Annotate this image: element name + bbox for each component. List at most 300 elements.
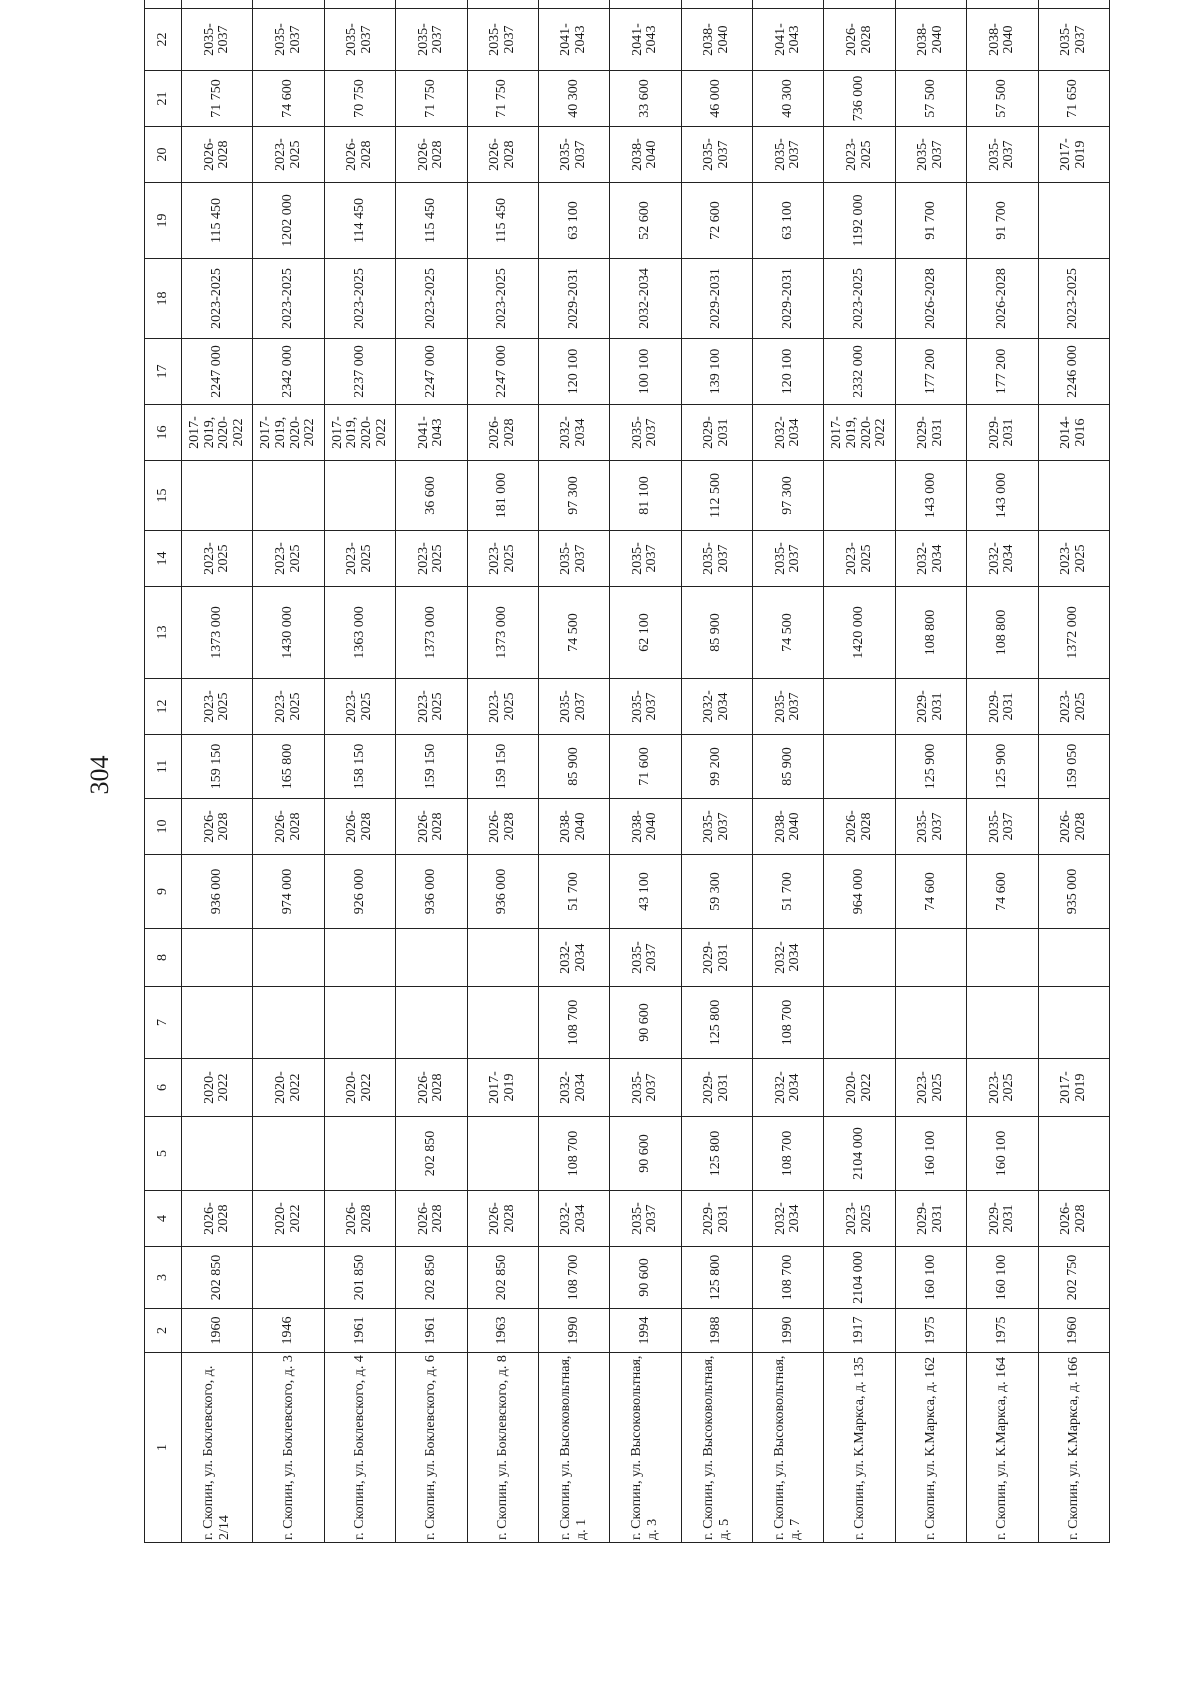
- table-cell-col-3: 2104 000: [824, 1247, 895, 1309]
- table-cell-col-21: 57 500: [967, 71, 1038, 127]
- table-cell-col-22: 2038-2040: [681, 9, 752, 71]
- table-cell-col-15: 143 000: [895, 461, 966, 531]
- table-cell-col-5: [324, 1117, 395, 1191]
- table-cell-col-6: 2020-2022: [182, 1059, 253, 1117]
- table-cell-col-9: 51 700: [538, 855, 609, 929]
- table-cell-col-13: 108 800: [967, 587, 1038, 679]
- table-cell-col-17: 2342 000: [253, 339, 324, 405]
- column-header-3: 3: [145, 1247, 182, 1309]
- table-cell-col-23: [895, 0, 966, 9]
- table-row: [1038, 0, 1110, 1543]
- table-cell-col-12: 2023-2025: [182, 679, 253, 735]
- table-cell-col-20: 2017-2019: [1038, 127, 1110, 183]
- column-header-13: 13: [145, 587, 182, 679]
- table-row: [895, 0, 966, 1543]
- table-cell-col-6: 2029-2031: [681, 1059, 752, 1117]
- table-cell-col-13: 1430 000: [253, 587, 324, 679]
- table-cell-col-9: 51 700: [753, 855, 824, 929]
- table-cell-col-12: 2023-2025: [253, 679, 324, 735]
- table-cell-col-20: 2035-2037: [681, 127, 752, 183]
- table-cell-col-8: [324, 929, 395, 987]
- table-cell-col-15: [324, 461, 395, 531]
- table-cell-col-13: 1363 000: [324, 587, 395, 679]
- table-cell-col-21: 57 500: [895, 71, 966, 127]
- table-cell-col-11: 125 900: [967, 735, 1038, 799]
- table-cell-col-20: 2035-2037: [538, 127, 609, 183]
- column-header-12: 12: [145, 679, 182, 735]
- table-cell-col-12: 2035-2037: [538, 679, 609, 735]
- table-cell-col-5: 108 700: [538, 1117, 609, 1191]
- table-cell-col-15: [824, 461, 895, 531]
- table-cell-col-17: 177 200: [895, 339, 966, 405]
- table-cell-col-22: 2038-2040: [895, 9, 966, 71]
- table-cell-col-22: 2035-2037: [253, 9, 324, 71]
- table-cell-col-2: 1990: [538, 1309, 609, 1353]
- table-cell-col-4: 2032-2034: [538, 1191, 609, 1247]
- table-cell-col-15: 36 600: [396, 461, 467, 531]
- table-cell-col-13: 1373 000: [467, 587, 538, 679]
- table-cell-col-18: 2026-2028: [967, 259, 1038, 339]
- table-cell-col-21: 71 750: [467, 71, 538, 127]
- table-cell-col-3: 160 100: [895, 1247, 966, 1309]
- table-cell-col-16: 2017-2019, 2020-2022: [824, 405, 895, 461]
- table-cell-col-14: 2023-2025: [467, 531, 538, 587]
- address-cell: г. Скопин, ул. Высоковольтная, д. 3: [610, 1353, 681, 1543]
- column-header-4: 4: [145, 1191, 182, 1247]
- table-cell-col-10: 2026-2028: [467, 799, 538, 855]
- table-cell-col-13: 1373 000: [182, 587, 253, 679]
- table-cell-col-22: 2041-2043: [538, 9, 609, 71]
- column-header-6: 6: [145, 1059, 182, 1117]
- table-cell-col-13: 1420 000: [824, 587, 895, 679]
- table-cell-col-23: [1038, 0, 1110, 9]
- table-cell-col-11: [824, 735, 895, 799]
- table-cell-col-21: 736 000: [824, 71, 895, 127]
- column-header-9: 9: [145, 855, 182, 929]
- table-cell-col-3: 125 800: [681, 1247, 752, 1309]
- table-cell-col-22: 2035-2037: [467, 9, 538, 71]
- table-row: [182, 0, 253, 1543]
- table-cell-col-20: 2023-2025: [824, 127, 895, 183]
- table-cell-col-3: 90 600: [610, 1247, 681, 1309]
- table-cell-col-22: 2041-2043: [753, 9, 824, 71]
- table-cell-col-19: 1192 000: [824, 183, 895, 259]
- table-cell-col-12: 2029-2031: [967, 679, 1038, 735]
- table-row: [824, 0, 895, 1543]
- table-cell-col-6: 2035-2037: [610, 1059, 681, 1117]
- table-cell-col-21: 40 300: [753, 71, 824, 127]
- column-header-18: 18: [145, 259, 182, 339]
- table-cell-col-17: 100 100: [610, 339, 681, 405]
- address-cell: г. Скопин, ул. Боклевского, д. 2/14: [182, 1353, 253, 1543]
- table-cell-col-18: 2023-2025: [824, 259, 895, 339]
- table-cell-col-6: 2032-2034: [753, 1059, 824, 1117]
- table-cell-col-14: 2035-2037: [753, 531, 824, 587]
- table-cell-col-23: [538, 0, 609, 9]
- table-cell-col-14: 2023-2025: [1038, 531, 1110, 587]
- table-cell-col-2: 1963: [467, 1309, 538, 1353]
- table-cell-col-3: 202 850: [467, 1247, 538, 1309]
- table-cell-col-19: 115 450: [396, 183, 467, 259]
- column-header-2: 2: [145, 1309, 182, 1353]
- table-cell-col-23: [182, 0, 253, 9]
- table-cell-col-15: 143 000: [967, 461, 1038, 531]
- table-cell-col-8: [895, 929, 966, 987]
- table-cell-col-19: 63 100: [753, 183, 824, 259]
- address-cell: г. Скопин, ул. К.Маркса, д. 164: [967, 1353, 1038, 1543]
- table-cell-col-19: 91 700: [895, 183, 966, 259]
- table-cell-col-16: 2029-2031: [681, 405, 752, 461]
- table-cell-col-11: 159 150: [182, 735, 253, 799]
- table-cell-col-6: 2017-2019: [467, 1059, 538, 1117]
- table-cell-col-10: 2038-2040: [753, 799, 824, 855]
- table-cell-col-23: [753, 0, 824, 9]
- column-header-23: [145, 0, 182, 9]
- table-cell-col-16: 2014-2016: [1038, 405, 1110, 461]
- table-row: [753, 0, 824, 1543]
- table-cell-col-21: 70 750: [324, 71, 395, 127]
- table-cell-col-15: 81 100: [610, 461, 681, 531]
- table-cell-col-21: 71 750: [182, 71, 253, 127]
- table-cell-col-17: 2247 000: [396, 339, 467, 405]
- address-cell: г. Скопин, ул. Высоковольтная, д. 5: [681, 1353, 752, 1543]
- table-cell-col-14: 2035-2037: [610, 531, 681, 587]
- table-cell-col-8: 2029-2031: [681, 929, 752, 987]
- table-cell-col-8: [967, 929, 1038, 987]
- column-header-15: 15: [145, 461, 182, 531]
- table-cell-col-23: [610, 0, 681, 9]
- table-cell-col-19: 1202 000: [253, 183, 324, 259]
- table-cell-col-21: 74 600: [253, 71, 324, 127]
- table-cell-col-14: 2032-2034: [967, 531, 1038, 587]
- table-cell-col-14: 2023-2025: [324, 531, 395, 587]
- table-cell-col-22: 2041-2043: [610, 9, 681, 71]
- table-cell-col-19: 72 600: [681, 183, 752, 259]
- table-cell-col-4: 2029-2031: [681, 1191, 752, 1247]
- table-cell-col-12: 2035-2037: [753, 679, 824, 735]
- table-cell-col-7: [467, 987, 538, 1059]
- table-cell-col-22: 2038-2040: [967, 9, 1038, 71]
- table-cell-col-7: [253, 987, 324, 1059]
- table-cell-col-9: 935 000: [1038, 855, 1110, 929]
- table-cell-col-10: 2026-2028: [1038, 799, 1110, 855]
- column-header-16: 16: [145, 405, 182, 461]
- table-cell-col-5: 90 600: [610, 1117, 681, 1191]
- address-cell: г. Скопин, ул. Боклевского, д. 6: [396, 1353, 467, 1543]
- table-cell-col-10: 2038-2040: [538, 799, 609, 855]
- table-cell-col-5: 160 100: [895, 1117, 966, 1191]
- table-cell-col-15: [1038, 461, 1110, 531]
- table-cell-col-14: 2023-2025: [824, 531, 895, 587]
- table-cell-col-17: 120 100: [538, 339, 609, 405]
- table-body: [182, 0, 1110, 1543]
- table-cell-col-5: [467, 1117, 538, 1191]
- table-cell-col-7: [396, 987, 467, 1059]
- table-row: [253, 0, 324, 1543]
- table-cell-col-14: 2032-2034: [895, 531, 966, 587]
- table-cell-col-22: 2035-2037: [1038, 9, 1110, 71]
- table-cell-col-7: [967, 987, 1038, 1059]
- table-cell-col-6: 2020-2022: [324, 1059, 395, 1117]
- table-row: [610, 0, 681, 1543]
- table-cell-col-12: 2023-2025: [324, 679, 395, 735]
- table-cell-col-14: 2035-2037: [538, 531, 609, 587]
- table-cell-col-13: 85 900: [681, 587, 752, 679]
- table-cell-col-8: 2035-2037: [610, 929, 681, 987]
- table-cell-col-11: 165 800: [253, 735, 324, 799]
- header-row: [145, 0, 182, 1543]
- table-row: [967, 0, 1038, 1543]
- table-cell-col-10: 2038-2040: [610, 799, 681, 855]
- table-cell-col-18: 2023-2025: [324, 259, 395, 339]
- table-cell-col-21: 33 600: [610, 71, 681, 127]
- table-cell-col-2: 1960: [182, 1309, 253, 1353]
- table-cell-col-11: 125 900: [895, 735, 966, 799]
- table-cell-col-17: 2247 000: [467, 339, 538, 405]
- table-cell-col-16: 2032-2034: [538, 405, 609, 461]
- table-cell-col-16: 2017-2019, 2020-2022: [253, 405, 324, 461]
- table-cell-col-3: 160 100: [967, 1247, 1038, 1309]
- table-cell-col-6: 2020-2022: [253, 1059, 324, 1117]
- table-cell-col-21: 46 000: [681, 71, 752, 127]
- table-cell-col-23: [467, 0, 538, 9]
- table-cell-col-4: 2029-2031: [895, 1191, 966, 1247]
- table-cell-col-20: 2035-2037: [967, 127, 1038, 183]
- table-cell-col-20: 2026-2028: [396, 127, 467, 183]
- table-cell-col-2: 1960: [1038, 1309, 1110, 1353]
- table-cell-col-22: 2035-2037: [324, 9, 395, 71]
- table-cell-col-15: 97 300: [538, 461, 609, 531]
- table-cell-col-16: 2029-2031: [895, 405, 966, 461]
- table-cell-col-2: 1990: [753, 1309, 824, 1353]
- table-cell-col-17: 2237 000: [324, 339, 395, 405]
- table-cell-col-23: [396, 0, 467, 9]
- address-cell: г. Скопин, ул. Боклевского, д. 3: [253, 1353, 324, 1543]
- table-cell-col-13: 1373 000: [396, 587, 467, 679]
- table-cell-col-6: 2023-2025: [895, 1059, 966, 1117]
- table-cell-col-11: 159 150: [467, 735, 538, 799]
- table-cell-col-17: 2246 000: [1038, 339, 1110, 405]
- table-cell-col-11: 85 900: [753, 735, 824, 799]
- table-cell-col-2: 1946: [253, 1309, 324, 1353]
- table-cell-col-20: 2035-2037: [895, 127, 966, 183]
- column-header-20: 20: [145, 127, 182, 183]
- table-cell-col-10: 2026-2028: [824, 799, 895, 855]
- table-cell-col-19: 114 450: [324, 183, 395, 259]
- table-cell-col-18: 2023-2025: [467, 259, 538, 339]
- table-cell-col-14: 2023-2025: [396, 531, 467, 587]
- table-cell-col-10: 2035-2037: [895, 799, 966, 855]
- table-cell-col-2: 1975: [967, 1309, 1038, 1353]
- table-cell-col-17: 120 100: [753, 339, 824, 405]
- page-number: 304: [85, 755, 114, 795]
- table-cell-col-16: 2041-2043: [396, 405, 467, 461]
- table-cell-col-12: 2029-2031: [895, 679, 966, 735]
- table-cell-col-4: 2026-2028: [182, 1191, 253, 1247]
- table-cell-col-4: 2026-2028: [396, 1191, 467, 1247]
- table-cell-col-16: 2035-2037: [610, 405, 681, 461]
- table-cell-col-16: 2029-2031: [967, 405, 1038, 461]
- table-cell-col-19: 52 600: [610, 183, 681, 259]
- table-cell-col-4: 2023-2025: [824, 1191, 895, 1247]
- address-cell: г. Скопин, ул. Высоковольтная, д. 7: [753, 1353, 824, 1543]
- table-cell-col-13: 1372 000: [1038, 587, 1110, 679]
- table-cell-col-4: 2032-2034: [753, 1191, 824, 1247]
- table-cell-col-20: 2038-2040: [610, 127, 681, 183]
- table-cell-col-18: 2026-2028: [895, 259, 966, 339]
- table-cell-col-9: 43 100: [610, 855, 681, 929]
- table-cell-col-9: 964 000: [824, 855, 895, 929]
- address-cell: г. Скопин, ул. Боклевского, д. 8: [467, 1353, 538, 1543]
- address-cell: г. Скопин, ул. К.Маркса, д. 166: [1038, 1353, 1110, 1543]
- table-cell-col-18: 2023-2025: [396, 259, 467, 339]
- table-cell-col-7: 90 600: [610, 987, 681, 1059]
- table-cell-col-5: 160 100: [967, 1117, 1038, 1191]
- table-cell-col-23: [681, 0, 752, 9]
- table-cell-col-21: 71 750: [396, 71, 467, 127]
- table-cell-col-23: [324, 0, 395, 9]
- table-cell-col-12: 2023-2025: [467, 679, 538, 735]
- table-cell-col-13: 62 100: [610, 587, 681, 679]
- table-cell-col-8: [824, 929, 895, 987]
- table-cell-col-16: 2017-2019, 2020-2022: [182, 405, 253, 461]
- table-cell-col-15: 112 500: [681, 461, 752, 531]
- table-cell-col-8: [396, 929, 467, 987]
- table-cell-col-22: 2026-2028: [824, 9, 895, 71]
- table-cell-col-19: 91 700: [967, 183, 1038, 259]
- table-cell-col-6: 2023-2025: [967, 1059, 1038, 1117]
- table-cell-col-14: 2023-2025: [182, 531, 253, 587]
- table-cell-col-12: [824, 679, 895, 735]
- table-cell-col-3: 202 850: [182, 1247, 253, 1309]
- table-cell-col-9: 74 600: [967, 855, 1038, 929]
- table-cell-col-11: 159 150: [396, 735, 467, 799]
- table-cell-col-10: 2035-2037: [967, 799, 1038, 855]
- table-cell-col-20: 2035-2037: [753, 127, 824, 183]
- table-row: [681, 0, 752, 1543]
- table-cell-col-7: [324, 987, 395, 1059]
- table-cell-col-9: 926 000: [324, 855, 395, 929]
- column-header-19: 19: [145, 183, 182, 259]
- column-header-22: 22: [145, 9, 182, 71]
- table-cell-col-17: 139 100: [681, 339, 752, 405]
- table-cell-col-5: 2104 000: [824, 1117, 895, 1191]
- table-cell-col-8: 2032-2034: [753, 929, 824, 987]
- table-cell-col-20: 2026-2028: [182, 127, 253, 183]
- table-cell-col-18: 2029-2031: [681, 259, 752, 339]
- table-cell-col-2: 1975: [895, 1309, 966, 1353]
- table-cell-col-10: 2026-2028: [396, 799, 467, 855]
- table-cell-col-19: 63 100: [538, 183, 609, 259]
- table-cell-col-6: 2026-2028: [396, 1059, 467, 1117]
- table-cell-col-11: 158 150: [324, 735, 395, 799]
- table-row: [324, 0, 395, 1543]
- table-cell-col-13: 74 500: [538, 587, 609, 679]
- column-header-17: 17: [145, 339, 182, 405]
- table-cell-col-3: 108 700: [538, 1247, 609, 1309]
- table-cell-col-12: 2035-2037: [610, 679, 681, 735]
- table-cell-col-20: 2026-2028: [324, 127, 395, 183]
- table-cell-col-15: 181 000: [467, 461, 538, 531]
- table-cell-col-7: [895, 987, 966, 1059]
- table-cell-col-3: 201 850: [324, 1247, 395, 1309]
- table-cell-col-21: 40 300: [538, 71, 609, 127]
- table-cell-col-19: 115 450: [182, 183, 253, 259]
- column-header-7: 7: [145, 987, 182, 1059]
- table-cell-col-19: [1038, 183, 1110, 259]
- table-cell-col-12: 2023-2025: [396, 679, 467, 735]
- table-cell-col-7: [824, 987, 895, 1059]
- table-cell-col-4: 2026-2028: [324, 1191, 395, 1247]
- table-cell-col-5: [253, 1117, 324, 1191]
- column-header-14: 14: [145, 531, 182, 587]
- table-cell-col-3: 202 750: [1038, 1247, 1110, 1309]
- table-cell-col-14: 2035-2037: [681, 531, 752, 587]
- column-header-5: 5: [145, 1117, 182, 1191]
- table-cell-col-2: 1917: [824, 1309, 895, 1353]
- table-cell-col-11: 99 200: [681, 735, 752, 799]
- table-cell-col-16: 2032-2034: [753, 405, 824, 461]
- table-cell-col-18: 2029-2031: [538, 259, 609, 339]
- table-cell-col-3: [253, 1247, 324, 1309]
- table-cell-col-20: 2026-2028: [467, 127, 538, 183]
- table-cell-col-6: 2017-2019: [1038, 1059, 1110, 1117]
- table-cell-col-23: [824, 0, 895, 9]
- table-cell-col-5: 202 850: [396, 1117, 467, 1191]
- table-cell-col-18: 2032-2034: [610, 259, 681, 339]
- table-cell-col-4: 2035-2037: [610, 1191, 681, 1247]
- table-cell-col-22: 2035-2037: [182, 9, 253, 71]
- capital-repair-table: [144, 0, 1110, 1543]
- column-header-21: 21: [145, 71, 182, 127]
- table-cell-col-23: [253, 0, 324, 9]
- table-cell-col-6: 2020-2022: [824, 1059, 895, 1117]
- column-header-10: 10: [145, 799, 182, 855]
- table-cell-col-12: 2032-2034: [681, 679, 752, 735]
- table-cell-col-11: 159 050: [1038, 735, 1110, 799]
- table-cell-col-14: 2023-2025: [253, 531, 324, 587]
- table-cell-col-18: 2023-2025: [253, 259, 324, 339]
- column-header-1: 1: [145, 1353, 182, 1543]
- table-cell-col-5: [182, 1117, 253, 1191]
- table-cell-col-4: 2026-2028: [1038, 1191, 1110, 1247]
- table-cell-col-15: 97 300: [753, 461, 824, 531]
- table-cell-col-8: [182, 929, 253, 987]
- table-cell-col-8: [467, 929, 538, 987]
- table-cell-col-5: 125 800: [681, 1117, 752, 1191]
- address-cell: г. Скопин, ул. К.Маркса, д. 135: [824, 1353, 895, 1543]
- table-cell-col-8: [253, 929, 324, 987]
- table-cell-col-8: [1038, 929, 1110, 987]
- table-cell-col-10: 2026-2028: [324, 799, 395, 855]
- table-cell-col-19: 115 450: [467, 183, 538, 259]
- address-cell: г. Скопин, ул. Высоковольтная, д. 1: [538, 1353, 609, 1543]
- column-header-8: 8: [145, 929, 182, 987]
- table-cell-col-17: 2247 000: [182, 339, 253, 405]
- table-cell-col-3: 108 700: [753, 1247, 824, 1309]
- table-cell-col-4: 2020-2022: [253, 1191, 324, 1247]
- table-cell-col-9: 74 600: [895, 855, 966, 929]
- table-cell-col-18: 2023-2025: [1038, 259, 1110, 339]
- table-cell-col-17: 177 200: [967, 339, 1038, 405]
- table-cell-col-9: 974 000: [253, 855, 324, 929]
- table-cell-col-17: 2332 000: [824, 339, 895, 405]
- table-cell-col-23: [967, 0, 1038, 9]
- table-cell-col-7: [182, 987, 253, 1059]
- table-cell-col-13: 74 500: [753, 587, 824, 679]
- table-cell-col-7: 125 800: [681, 987, 752, 1059]
- table-cell-col-15: [253, 461, 324, 531]
